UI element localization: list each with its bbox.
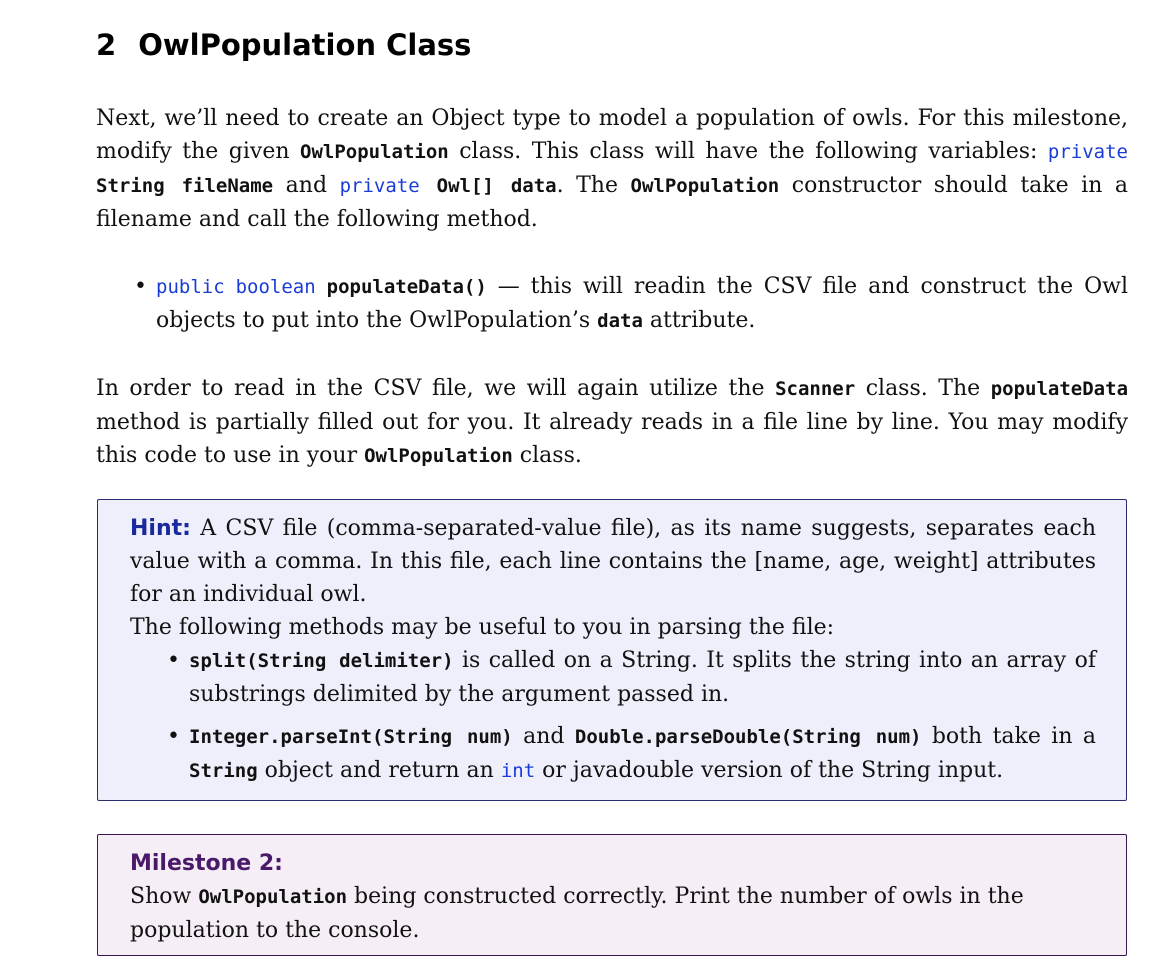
intro-paragraph: [96, 102, 1128, 236]
code-parsedouble: Double.parseDouble(String num): [574, 726, 922, 748]
keyword-private: private: [339, 175, 420, 197]
code-data: data: [597, 310, 643, 332]
text: method is partially filled out for you. It already reads in a file line by line. You may modify this code to use in your: [96, 410, 1128, 468]
text: class.: [512, 443, 582, 468]
text: A CSV file (comma-separated-value file), as its name suggests, separates each value with a comma. In this file, each line contains the [name, age, weight] attributes for an individual owl.: [130, 516, 1096, 607]
text: — this will readin the CSV file and construct the Owl objects to put into the OwlPopulation’s: [156, 274, 1128, 333]
text: class. The: [855, 376, 991, 401]
text: class. This class will have the following variables:: [448, 139, 1048, 164]
text: attribute.: [642, 308, 756, 333]
text: or javadouble version of the String input.: [535, 758, 1004, 783]
method-list: [134, 270, 1128, 338]
text: constructor should take in a filename and call the following method.: [96, 173, 1129, 232]
code-owlpopulation: OwlPopulation: [364, 445, 513, 467]
code-owlpopulation: OwlPopulation: [300, 141, 449, 163]
keyword-public: public: [156, 276, 225, 298]
code-data: Owl[] data: [419, 175, 557, 197]
hint-method-list: [130, 644, 1096, 788]
hint-paragraph: [130, 512, 1096, 611]
keyword-private: private: [1047, 141, 1128, 163]
section-title: OwlPopulation Class: [138, 28, 472, 62]
list-item: [167, 720, 1096, 788]
code-scanner: Scanner: [775, 378, 856, 400]
text: and: [273, 173, 340, 198]
code-split: split(String delimiter): [189, 650, 454, 672]
text: object and return an: [257, 758, 501, 783]
list-item: [167, 644, 1096, 711]
list-item: [134, 270, 1128, 338]
text: In order to read in the CSV file, we will again utilize the: [96, 376, 776, 401]
hint-box: [97, 499, 1127, 801]
text: . The: [556, 173, 631, 198]
code-string: String: [189, 760, 258, 782]
code-filename: String fileName: [96, 175, 274, 197]
text: Show: [130, 884, 199, 909]
code-owlpopulation: OwlPopulation: [198, 886, 348, 908]
text: is called on a String. It splits the string into an array of substrings delimited by the argument passed in.: [189, 648, 1096, 707]
text: both take in a: [921, 724, 1097, 749]
code-populatedata: populateData: [990, 378, 1129, 400]
code-parseint: Integer.parseInt(String num): [189, 726, 513, 748]
hint-label: Hint:: [130, 516, 191, 541]
text: and: [512, 724, 575, 749]
code-owlpopulation: OwlPopulation: [630, 175, 780, 197]
text: being constructed correctly. Print the number of owls in the population to the console.: [130, 884, 1024, 943]
keyword-int: int: [500, 760, 536, 782]
section-heading: [96, 28, 471, 62]
text: Next, we’ll need to create an Object type to model a population of owls. For this milestone, modify the given: [96, 106, 1128, 164]
code-populatedata: populateData(): [326, 276, 487, 298]
milestone-title: Milestone 2:: [130, 851, 283, 876]
keyword-boolean: boolean: [235, 276, 316, 298]
scanner-paragraph: [96, 372, 1128, 473]
milestone-text: [130, 880, 1096, 947]
hint-methods-intro: The following methods may be useful to you in parsing the file:: [130, 615, 835, 640]
milestone-box: [97, 834, 1127, 956]
section-number: 2: [96, 28, 117, 62]
